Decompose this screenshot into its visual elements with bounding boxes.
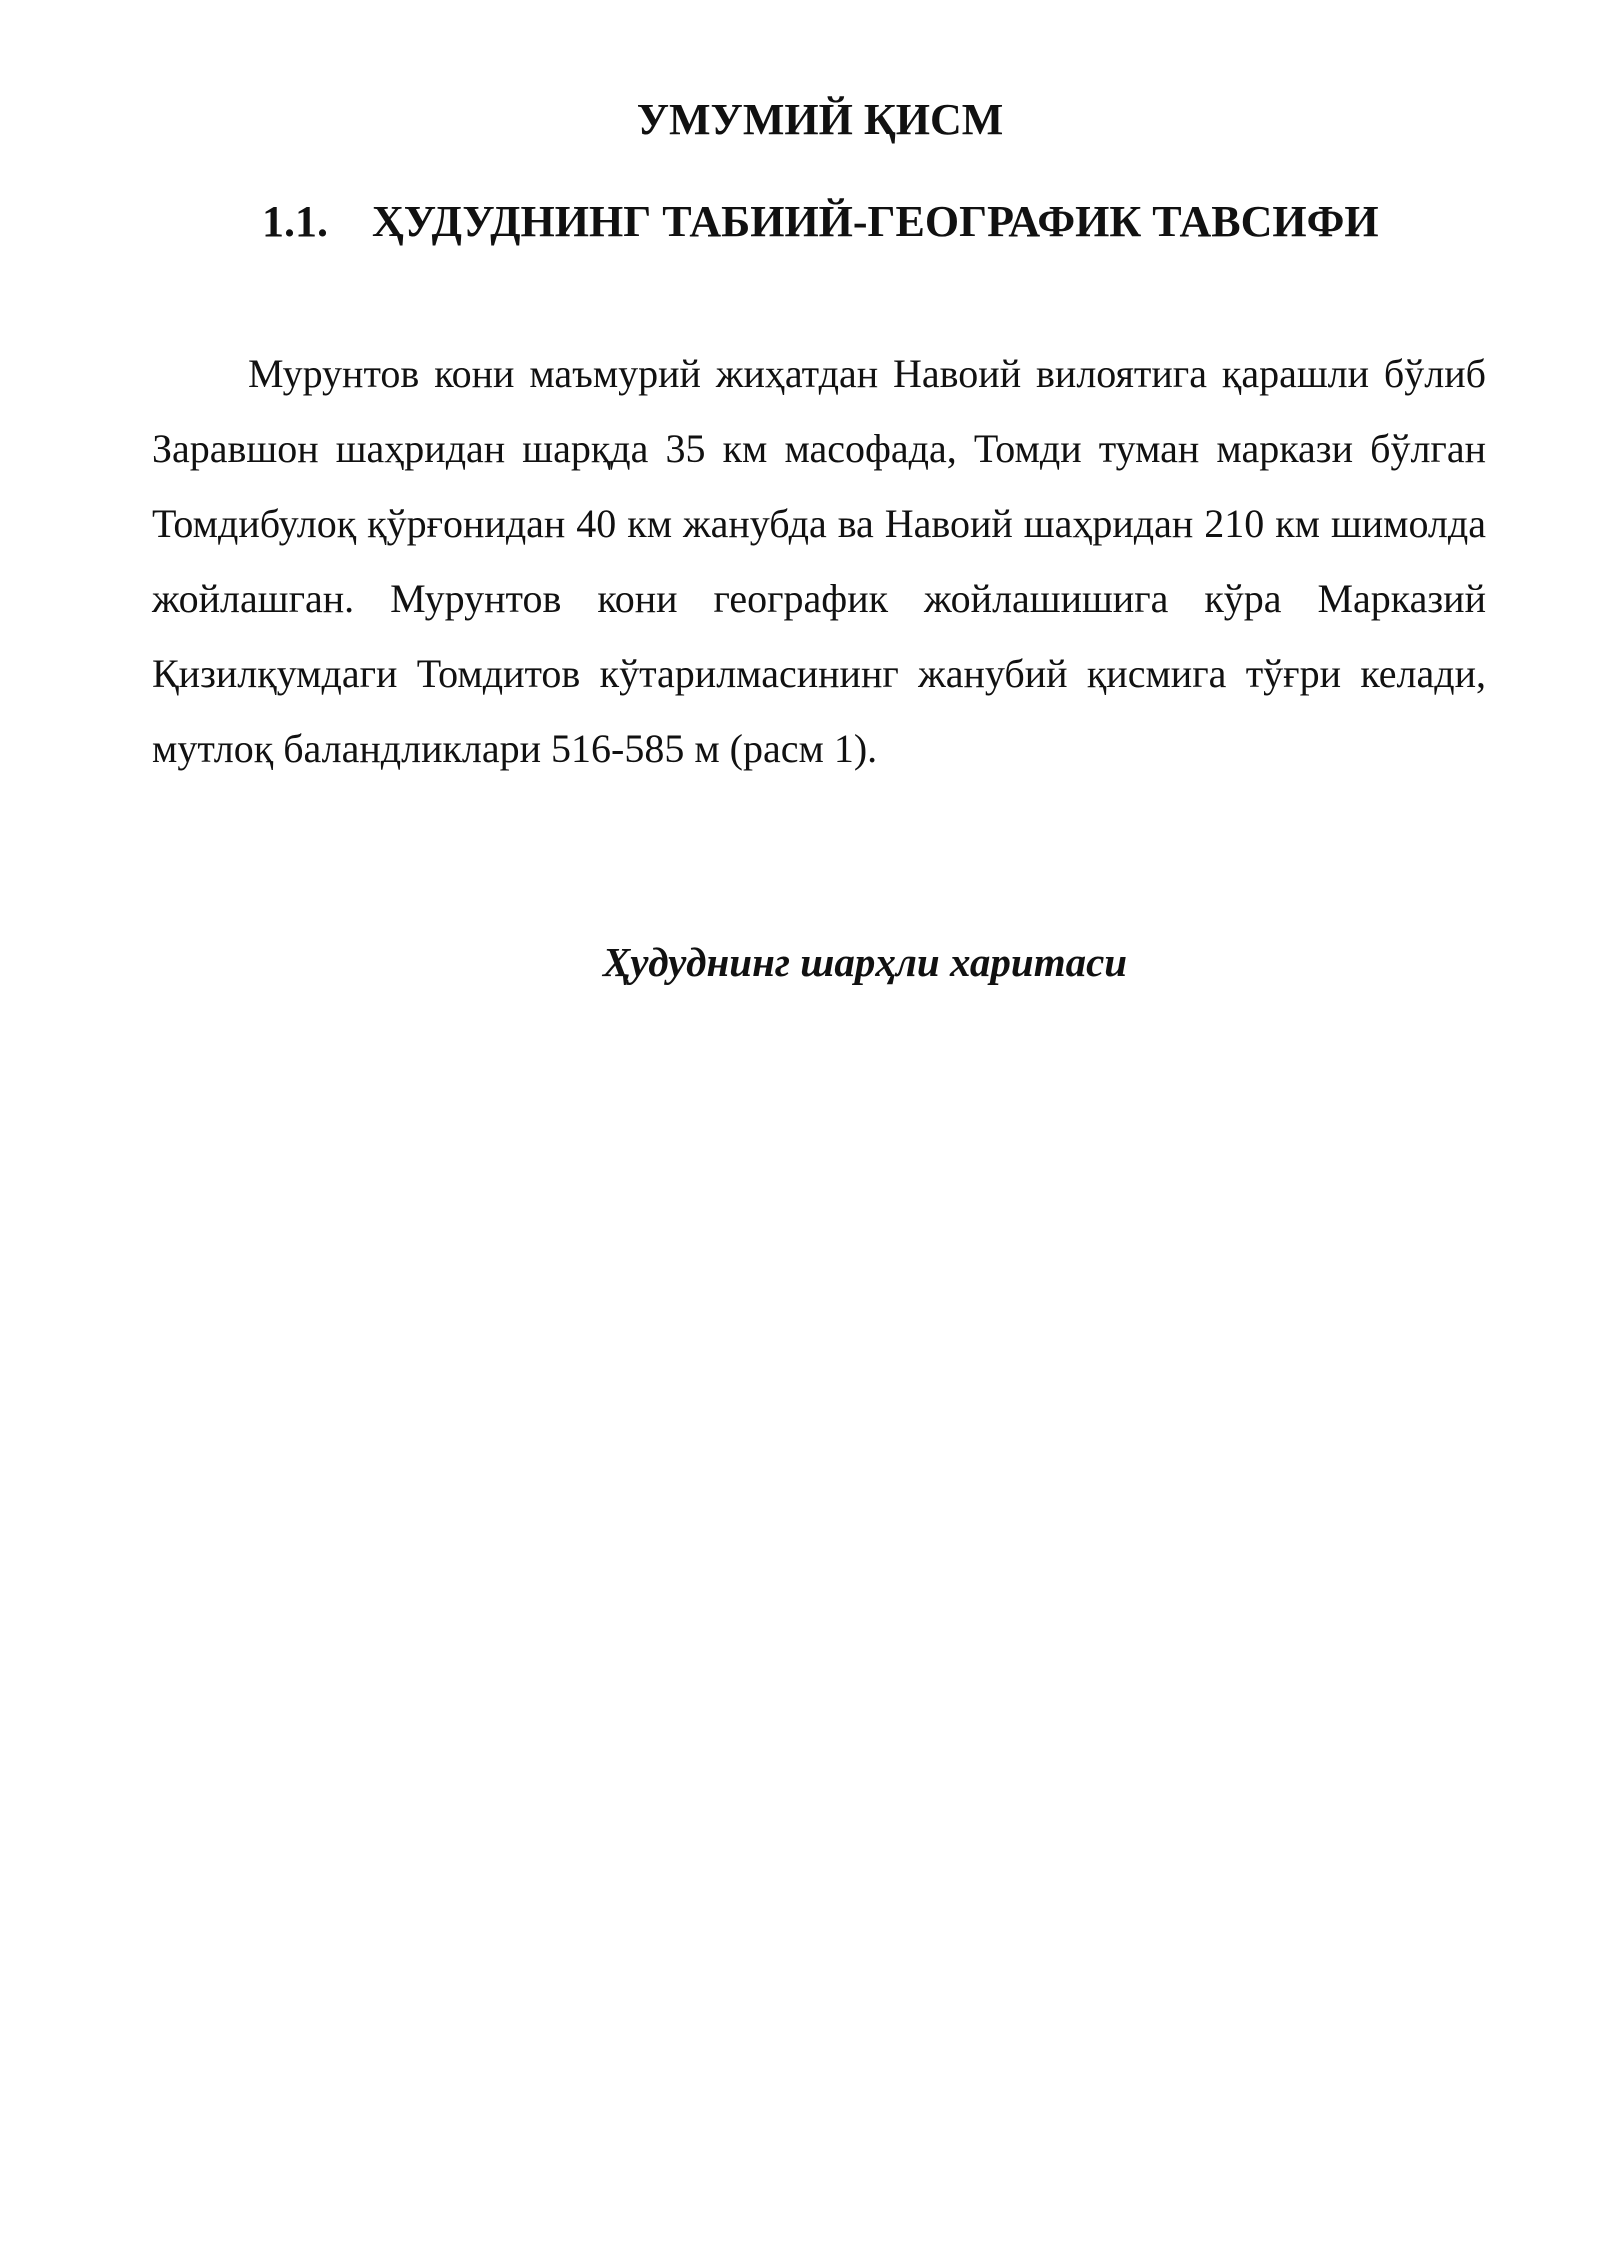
map-caption: Ҳудуднинг шарҳли харитаси [602, 939, 1128, 985]
body-paragraph: Мурунтов кони маъмурий жиҳатдан Навоий вилоятига қарашли бўлиб Заравшон шаҳридан шарқда 35 км масофада, Томди туман маркази бўлган Томдибулоқ қўрғонидан 40 км жанубда ва Навоий шаҳридан 210 км шимолда жойлашган. Мурунтов кони географик жойлашишига кўра Марказий Қизилқумдаги Томдитов кўтарилмасининг жанубий қисмига тўғри келади, мутлоқ баландликлари 516-585 м (расм 1). [152, 351, 1486, 771]
section-title: ҲУДУДНИНГ ТАБИИЙ-ГЕОГРАФИК ТАВСИФИ [372, 197, 1379, 246]
section-heading [262, 194, 1379, 250]
page-title: УМУМИЙ ҚИСМ [636, 95, 1004, 144]
section-number: 1.1. [262, 197, 328, 246]
